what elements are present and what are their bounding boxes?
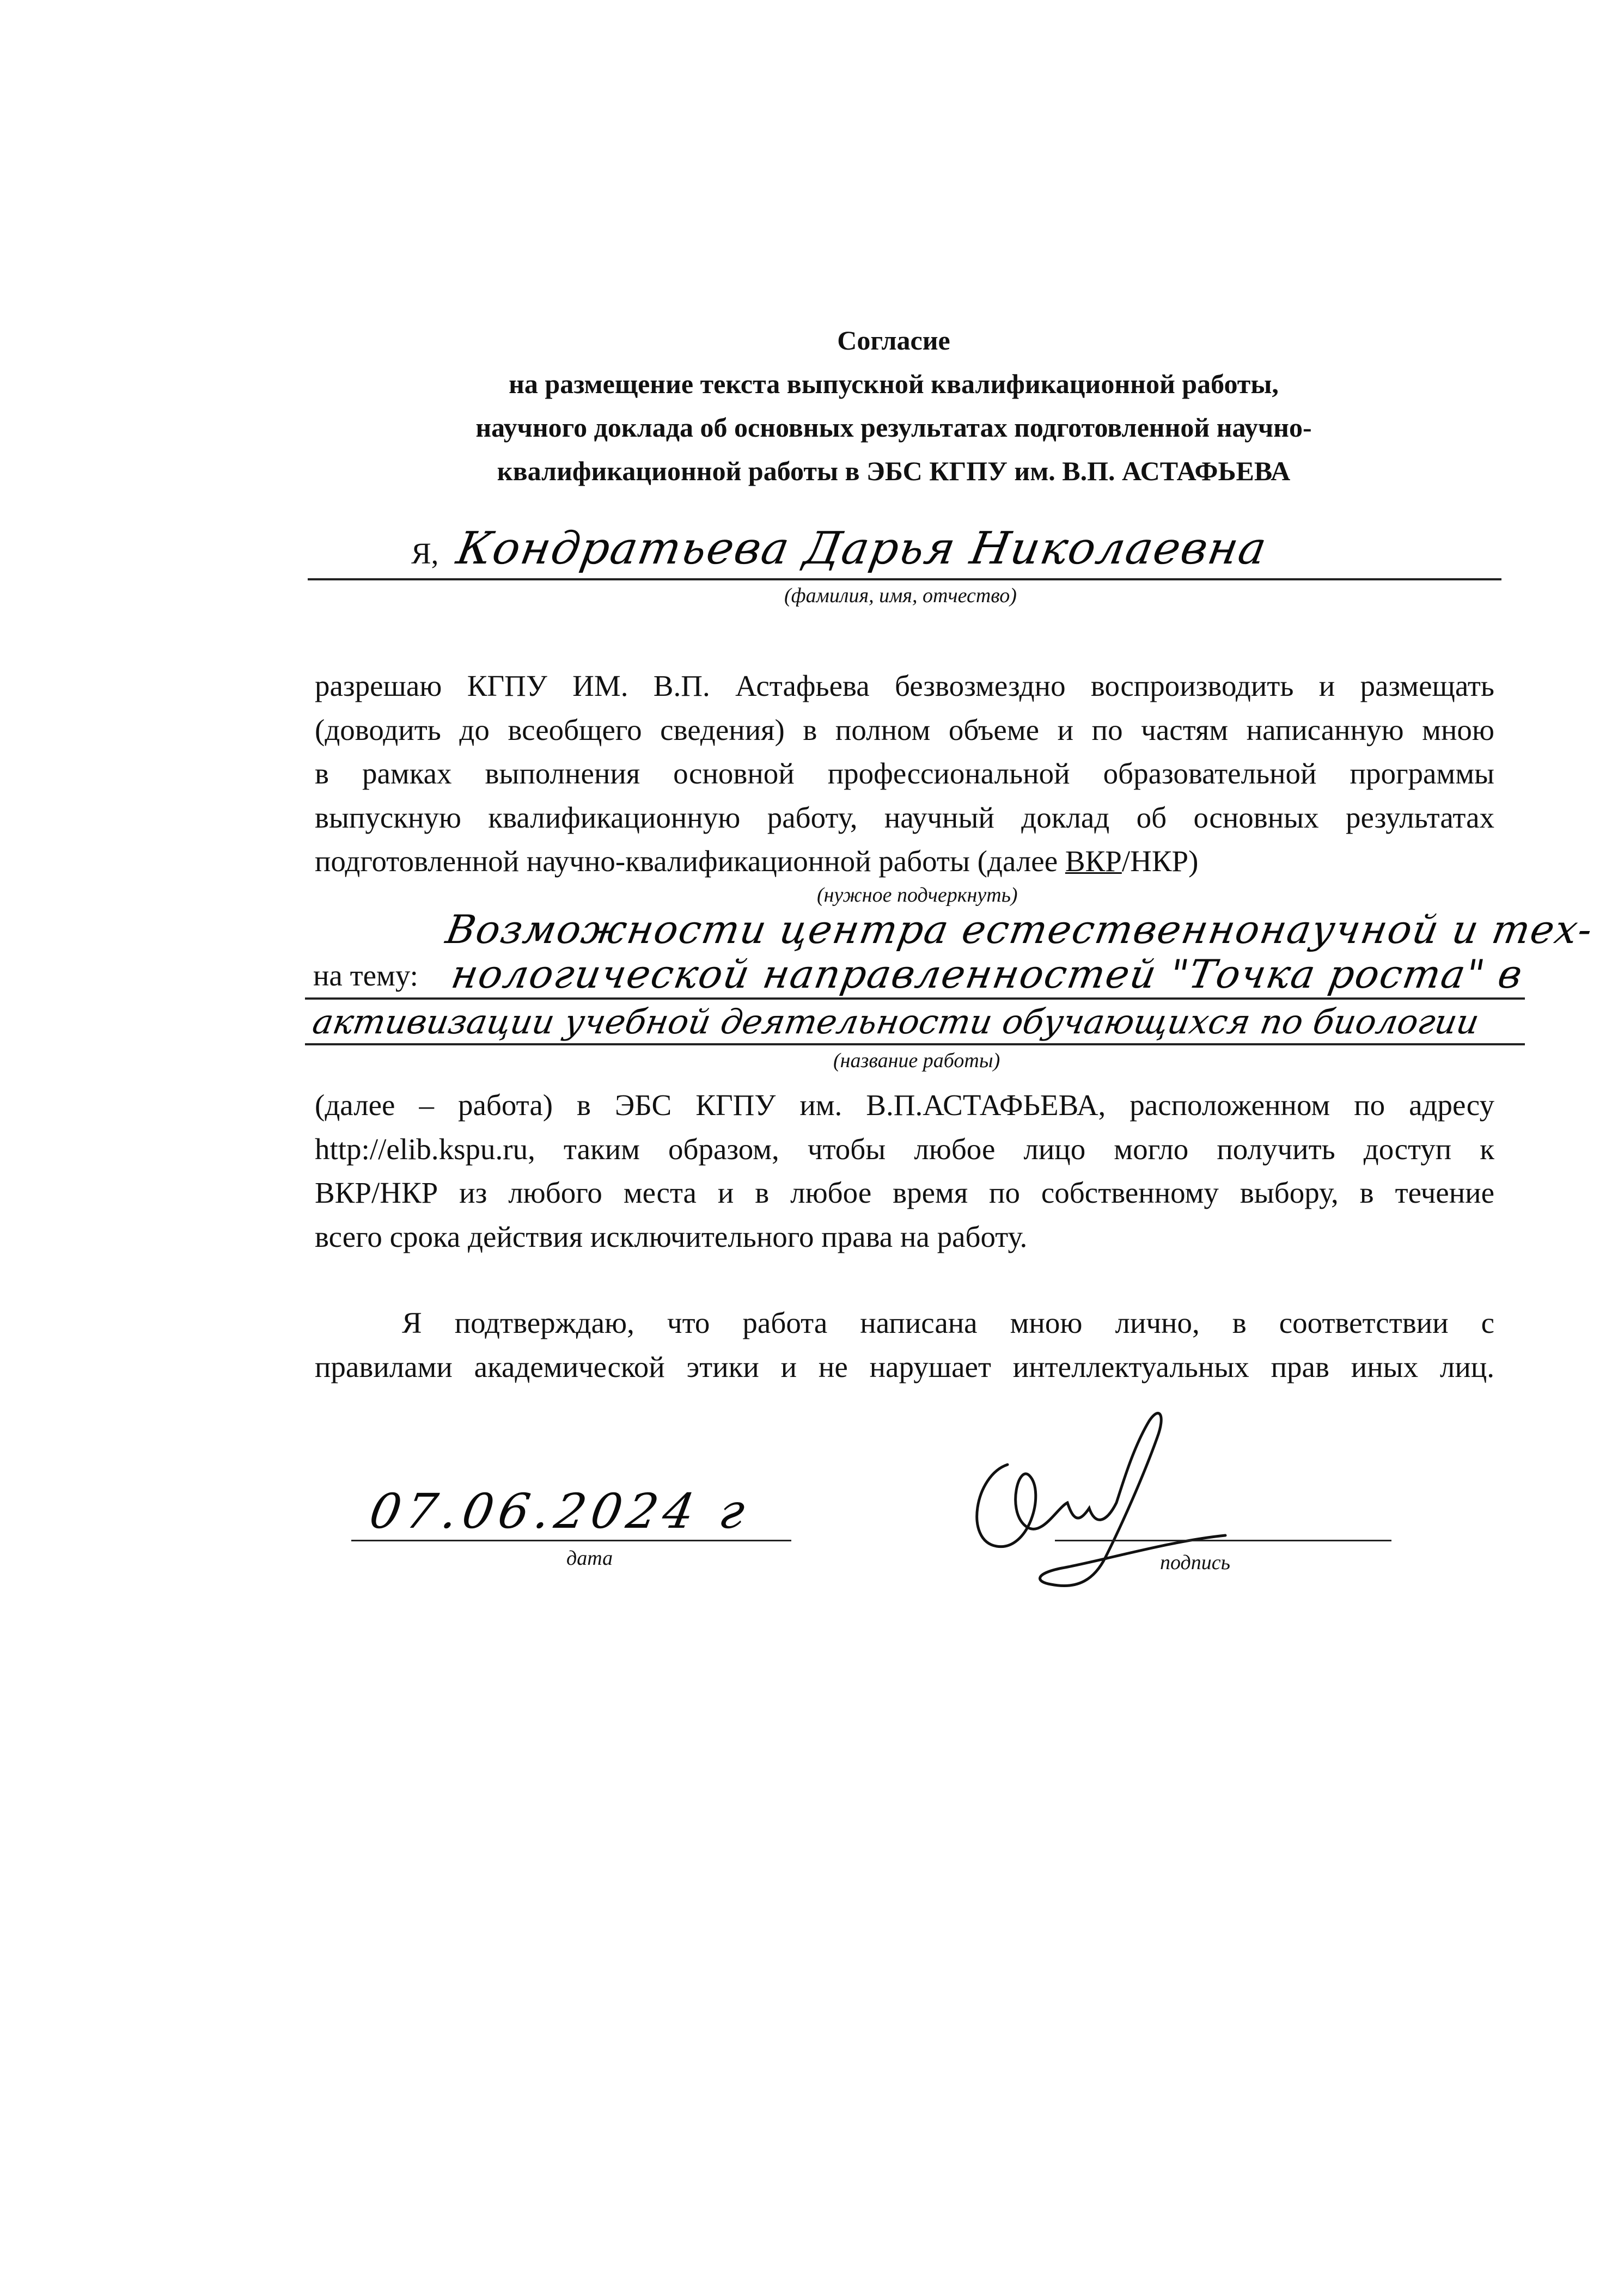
underline-note: (нужное подчеркнуть) <box>817 884 1018 907</box>
title-line-1: Согласие <box>837 325 950 356</box>
name-underline <box>308 578 1501 580</box>
paragraph-1-line: в рамках выполнения основной профессиональной образовательной программы <box>315 757 1494 790</box>
theme-line-1: Возможности центра естественнонаучной и тех- <box>442 907 1597 952</box>
underlined-choice: ВКР <box>1065 844 1122 878</box>
paragraph-2-line: (далее – работа) в ЭБС КГПУ им. В.П.АСТАФЬЕВА, расположенном по адресу <box>315 1088 1494 1122</box>
text: /НКР) <box>1121 844 1199 878</box>
signature-caption: подпись <box>1160 1551 1230 1574</box>
name-value: Кондратьева Дарья Николаевна <box>453 523 1272 574</box>
signature-underline <box>1055 1540 1391 1541</box>
theme-label: на тему: <box>313 959 418 992</box>
title-line-3: научного доклада об основных результатах подготовленной научно- <box>475 412 1312 443</box>
date-caption: дата <box>566 1547 613 1570</box>
paragraph-2 <box>315 1083 1494 1259</box>
name-prefix: Я, <box>411 537 439 570</box>
date-value: 07.06.2024 г <box>365 1483 755 1539</box>
title-line-4: квалификационной работы в ЭБС КГПУ им. В.П. АСТАФЬЕВА <box>497 456 1291 486</box>
theme-line-3: активизации учебной деятельности обучающихся по биологии <box>309 1002 1482 1042</box>
paragraph-3 <box>315 1301 1494 1389</box>
paragraph-1-line: разрешаю КГПУ ИМ. В.П. Астафьева безвозмездно воспроизводить и размещать <box>315 669 1494 702</box>
paragraph-2-line: http://elib.kspu.ru, таким образом, чтобы любое лицо могло получить доступ к <box>315 1132 1494 1166</box>
paragraph-3-line: правилами академической этики и не нарушает интеллектуальных прав иных лиц. <box>315 1350 1494 1383</box>
theme-underline-1 <box>305 997 1525 1000</box>
text: подготовленной научно-квалификационной работы (далее <box>315 844 1065 878</box>
date-underline <box>351 1540 791 1541</box>
paragraph-1 <box>315 664 1494 884</box>
theme-caption: (название работы) <box>833 1049 1000 1072</box>
paragraph-3-line: Я подтверждаю, что работа написана мною лично, в соответствии с <box>402 1306 1494 1339</box>
signature-image <box>942 1399 1247 1617</box>
paragraph-2-line: ВКР/НКР из любого места и в любое время по собственному выбору, в течение <box>315 1176 1494 1209</box>
title-line-2: на размещение текста выпускной квалификационной работы, <box>509 369 1279 399</box>
paragraph-1-line: выпускную квалификационную работу, научный доклад об основных результатах <box>315 800 1494 834</box>
paragraph-1-last-line <box>315 840 1494 884</box>
theme-underline-2 <box>305 1043 1525 1045</box>
paragraph-1-line: (доводить до всеобщего сведения) в полном объеме и по частям написанную мною <box>315 713 1494 746</box>
document-title <box>0 319 1624 493</box>
paragraph-2-line: всего срока действия исключительного права на работу. <box>315 1220 1028 1253</box>
name-caption: (фамилия, имя, отчество) <box>784 584 1017 607</box>
theme-line-2: нологической направленностей "Точка роста" в <box>448 951 1527 997</box>
